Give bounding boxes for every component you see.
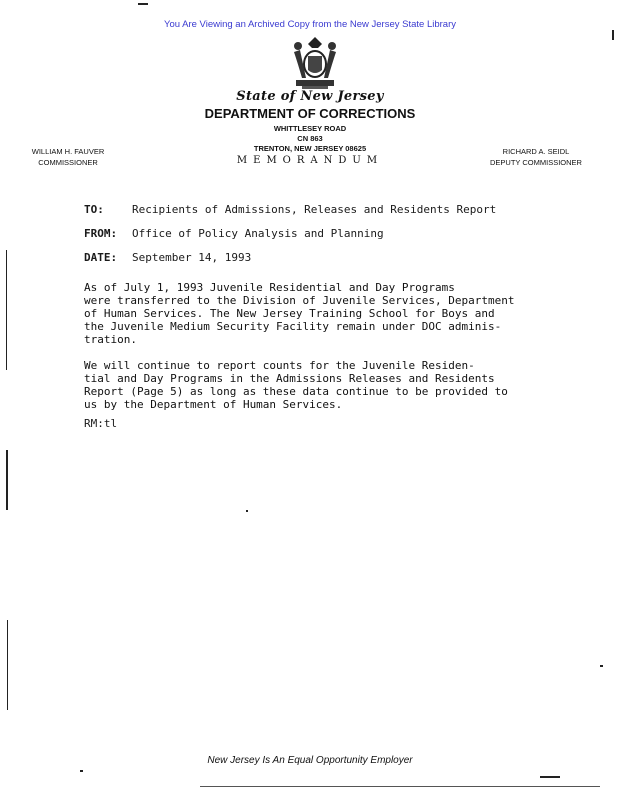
from-value: Office of Policy Analysis and Planning bbox=[132, 227, 384, 240]
scan-mark bbox=[6, 450, 8, 510]
footer-note: New Jersey Is An Equal Opportunity Employer bbox=[207, 755, 413, 766]
right-official bbox=[466, 146, 606, 168]
address-line: WHITTLESEY ROAD bbox=[273, 124, 347, 133]
state-name: State of New Jersey bbox=[236, 89, 384, 104]
scan-mark bbox=[246, 510, 248, 512]
date-row bbox=[84, 251, 251, 264]
official-title: COMMISSIONER bbox=[38, 158, 98, 167]
archive-banner: You Are Viewing an Archived Copy from the New Jersey State Library bbox=[163, 19, 456, 30]
address-line: TRENTON, NEW JERSEY 08625 bbox=[253, 144, 367, 153]
memorandum-heading: MEMORANDUM bbox=[236, 155, 384, 166]
scan-mark bbox=[612, 30, 614, 40]
department-name: DEPARTMENT OF CORRECTIONS bbox=[204, 106, 416, 121]
from-row bbox=[84, 227, 384, 240]
body-paragraph-2: We will continue to report counts for the Juvenile Residen- tial and Day Programs in the Admissions Releases and Residents Report (Page 5) as long as these data continue to be provided to us by the Department of Human Services. bbox=[84, 359, 508, 411]
to-row bbox=[84, 203, 496, 216]
date-value: September 14, 1993 bbox=[132, 251, 252, 264]
scan-mark bbox=[600, 665, 603, 667]
scan-mark bbox=[6, 250, 7, 370]
scan-mark bbox=[80, 770, 83, 772]
body-paragraph-1: As of July 1, 1993 Juvenile Residential and Day Programs were transferred to the Division of Juvenile Services, Department of Human Services. The New Jersey Training School for Boys and the Juvenile Medium Security Facility remain under DOC adminis- tration. bbox=[84, 281, 515, 346]
official-title: DEPUTY COMMISSIONER bbox=[490, 158, 582, 167]
official-name: WILLIAM H. FAUVER bbox=[31, 147, 105, 156]
official-name: RICHARD A. SEIDL bbox=[502, 147, 570, 156]
state-seal-icon bbox=[288, 34, 342, 90]
scan-mark bbox=[540, 776, 560, 778]
address-line: CN 863 bbox=[297, 134, 323, 143]
to-label: TO: bbox=[84, 203, 104, 216]
date-label: DATE: bbox=[84, 251, 118, 264]
scan-mark bbox=[200, 786, 600, 787]
typist-initials: RM:tl bbox=[84, 417, 118, 430]
scan-mark bbox=[138, 3, 148, 5]
left-official bbox=[18, 146, 118, 168]
scan-mark bbox=[7, 620, 8, 710]
from-label: FROM: bbox=[84, 227, 118, 240]
to-value: Recipients of Admissions, Releases and Residents Report bbox=[132, 203, 497, 216]
